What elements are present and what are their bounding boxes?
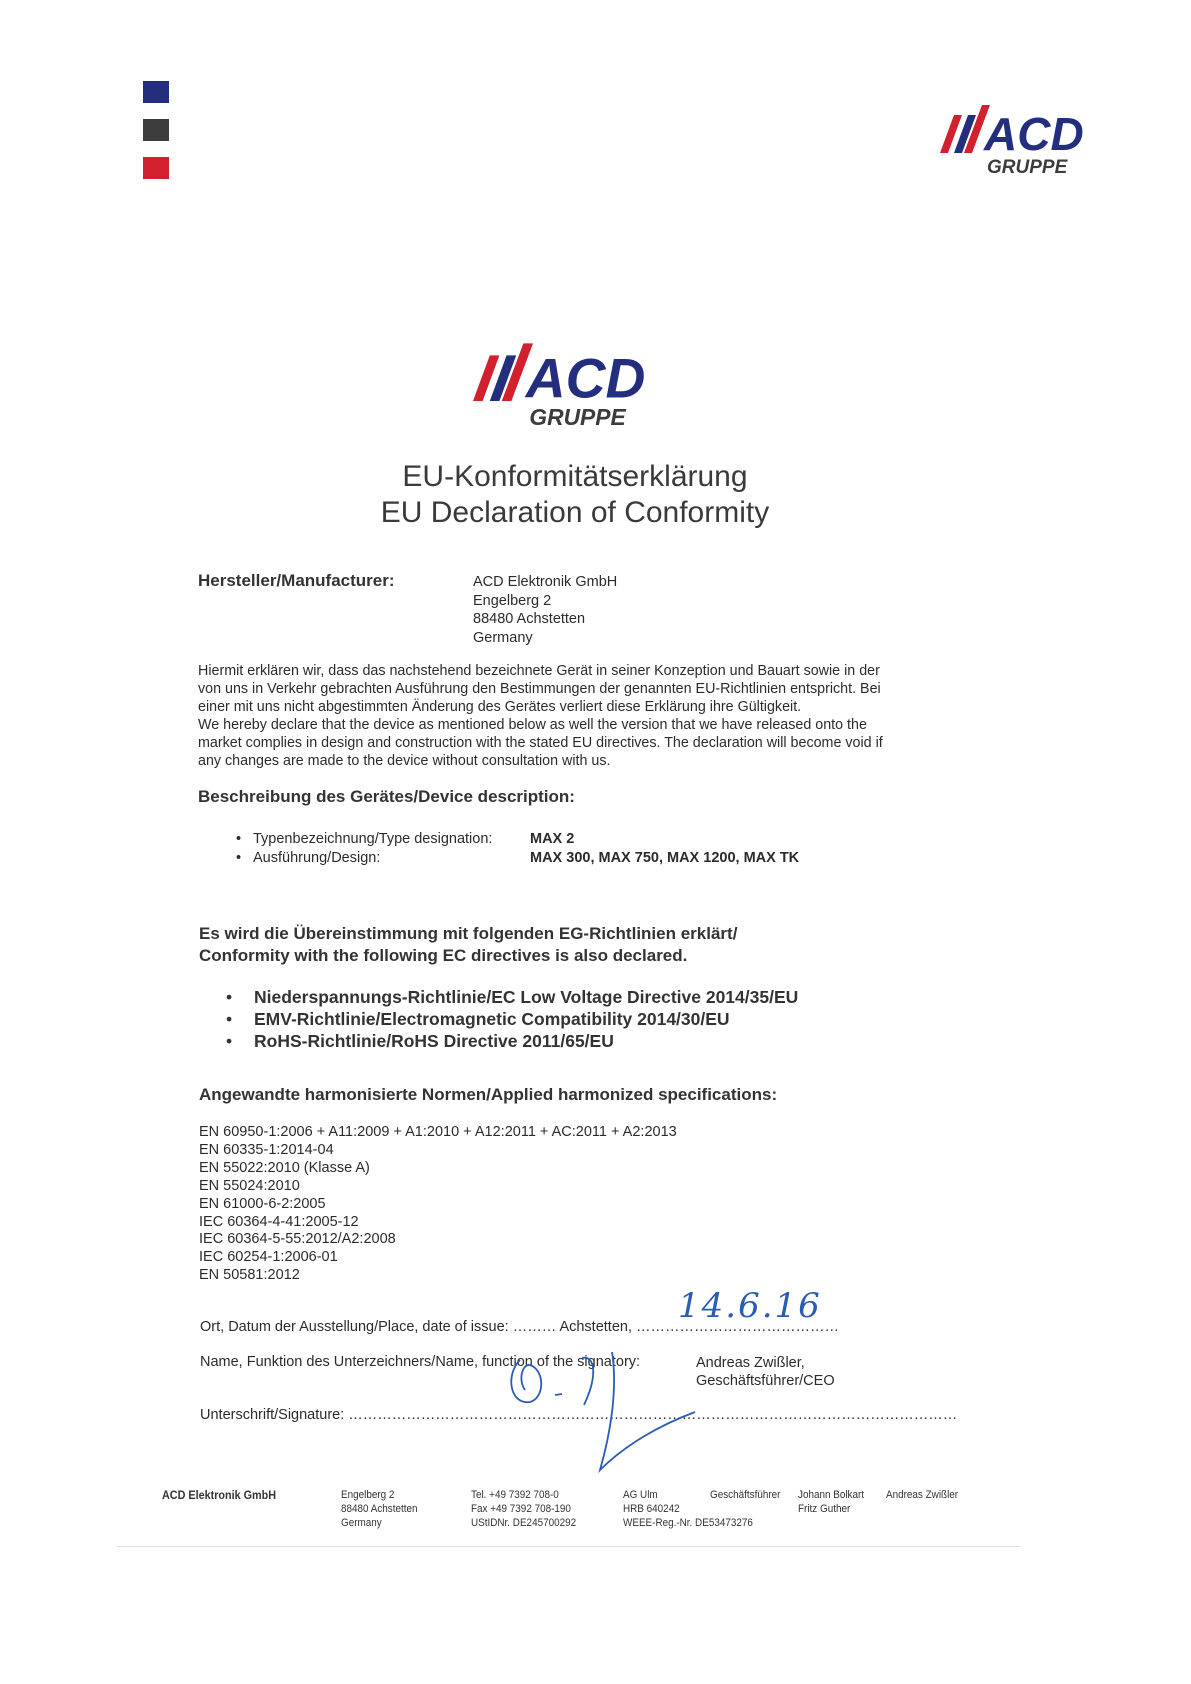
footer-md-names: [798, 1488, 864, 1516]
manufacturer-address: [473, 573, 617, 647]
directive-item: • Niederspannungs-Richtlinie/EC Low Voltage Directive 2014/35/EU: [226, 987, 799, 1007]
handwritten-date: 14.6.16: [678, 1286, 822, 1326]
device-heading: Beschreibung des Gerätes/Device description:: [198, 787, 575, 806]
signatory-name: Andreas Zwißler,: [696, 1355, 805, 1371]
spec-item: IEC 60254-1:2006-01: [199, 1249, 338, 1266]
brand-square-blue: [143, 81, 169, 103]
declaration-paragraph: [198, 662, 958, 770]
spec-item: IEC 60364-4-41:2005-12: [199, 1213, 359, 1230]
footer-line: Johann Bolkart: [798, 1489, 865, 1501]
acd-logo-header: [940, 103, 1115, 178]
place-date-label: Ort, Datum der Ausstellung/Place, date of issue: ……… Achstetten, ……………………………………: [200, 1319, 840, 1335]
device-item: • Ausführung/Design: MAX 300, MAX 750, MAX 1200, MAX TK: [236, 850, 800, 866]
signature-label: Unterschrift/Signature: ………………………………………………………………………………………………………………: [200, 1407, 958, 1423]
spec-item: EN 55022:2010 (Klasse A): [199, 1159, 370, 1176]
brand-square-gray: [143, 119, 169, 141]
footer-line: 88480 Achstetten: [341, 1503, 418, 1515]
footer-line: Fritz Guther: [798, 1503, 851, 1515]
spec-item: EN 60335-1:2014-04: [199, 1141, 334, 1158]
directive-text: RoHS-Richtlinie/RoHS Directive 2011/65/EU: [254, 1031, 614, 1051]
declaration-line: We hereby declare that the device as mentioned below as well the version that we have released onto the: [198, 717, 867, 733]
logo-subtext: GRUPPE: [987, 157, 1068, 178]
manufacturer-label: Hersteller/Manufacturer:: [198, 571, 395, 590]
address-line: Germany: [473, 629, 533, 646]
footer-address: [341, 1488, 418, 1530]
directive-item: • EMV-Richtlinie/Electromagnetic Compatibility 2014/30/EU: [226, 1009, 730, 1029]
specs-heading: Angewandte harmonisierte Normen/Applied harmonized specifications:: [199, 1085, 778, 1104]
footer-line: HRB 640242: [623, 1503, 680, 1515]
footer-md-label: Geschäftsführer: [710, 1489, 781, 1501]
directives-heading: [199, 923, 737, 967]
device-item-value: MAX 2: [530, 831, 575, 847]
footer-md-names-2: Andreas Zwißler: [886, 1489, 959, 1501]
directive-text: EMV-Richtlinie/Electromagnetic Compatibility 2014/30/EU: [254, 1009, 730, 1029]
device-item-label: Typenbezeichnung/Type designation:: [253, 831, 493, 847]
footer-company: ACD Elektronik GmbH: [162, 1488, 277, 1502]
spec-item: EN 50581:2012: [199, 1267, 300, 1284]
footer-divider: [117, 1546, 1020, 1547]
spec-item: IEC 60364-5-55:2012/A2:2008: [199, 1231, 396, 1248]
spec-item: EN 60950-1:2006 + A11:2009 + A1:2010 + A12:2011 + AC:2011 + A2:2013: [199, 1124, 677, 1140]
spec-item: EN 61000-6-2:2005: [199, 1195, 326, 1212]
directives-list: [226, 986, 798, 1052]
declaration-line: von uns in Verkehr gebrachten Ausführung den Bestimmungen der genannten EU-Richtlinien entspricht. Bei: [198, 681, 881, 697]
directive-text: Niederspannungs-Richtlinie/EC Low Voltage Directive 2014/35/EU: [254, 987, 799, 1007]
title-en: EU Declaration of Conformity: [380, 496, 770, 529]
declaration-line: Hiermit erklären wir, dass das nachstehend bezeichnete Gerät in seiner Konzeption und Bauart sowie in der: [198, 663, 880, 679]
handwritten-signature: [500, 1340, 710, 1480]
device-item-value: MAX 300, MAX 750, MAX 1200, MAX TK: [530, 850, 800, 866]
signatory-label: Name, Funktion des Unterzeichners/Name, function of the signatory:: [200, 1354, 641, 1370]
logo-text: ACD: [984, 108, 1084, 160]
directives-heading-line: Es wird die Übereinstimmung mit folgenden EG-Richtlinien erklärt/: [199, 924, 738, 943]
footer-line: Germany: [341, 1517, 382, 1529]
signatory-function: Geschäftsführer/CEO: [696, 1373, 835, 1389]
device-item: • Typenbezeichnung/Type designation: MAX 2: [236, 831, 575, 847]
specs-list: [199, 1124, 677, 1285]
directive-item: • RoHS-Richtlinie/RoHS Directive 2011/65/EU: [226, 1031, 614, 1051]
logo-subtext: GRUPPE: [529, 404, 626, 430]
device-list: [236, 830, 799, 868]
address-line: ACD Elektronik GmbH: [473, 574, 618, 590]
address-line: 88480 Achstetten: [473, 611, 586, 627]
footer-line: Fax +49 7392 708-190: [471, 1503, 571, 1515]
logo-text: ACD: [525, 347, 646, 410]
footer-line: UStIDNr. DE245700292: [471, 1517, 577, 1529]
declaration-line: any changes are made to the device without consultation with us.: [198, 753, 611, 769]
signatory: [696, 1354, 835, 1390]
directives-heading-line: Conformity with the following EC directives is also declared.: [199, 946, 688, 965]
footer-line: Tel. +49 7392 708-0: [471, 1489, 559, 1501]
acd-logo-center: [473, 341, 683, 431]
footer-line: Engelberg 2: [341, 1489, 395, 1501]
footer-line: AG Ulm: [623, 1489, 658, 1501]
spec-item: EN 55024:2010: [199, 1177, 300, 1194]
footer-line: WEEE-Reg.-Nr. DE53473276: [623, 1517, 753, 1529]
footer-contact: [471, 1488, 576, 1530]
title-de: EU-Konformitätserklärung: [402, 460, 748, 493]
declaration-line: market complies in design and construction with the stated EU directives. The declaration will become void if: [198, 735, 883, 751]
brand-square-red: [143, 157, 169, 179]
device-item-label: Ausführung/Design:: [253, 850, 381, 866]
declaration-line: einer mit uns nicht abgestimmten Änderung des Gerätes verliert diese Erklärung ihre Gültigkeit.: [198, 699, 802, 715]
address-line: Engelberg 2: [473, 592, 552, 609]
